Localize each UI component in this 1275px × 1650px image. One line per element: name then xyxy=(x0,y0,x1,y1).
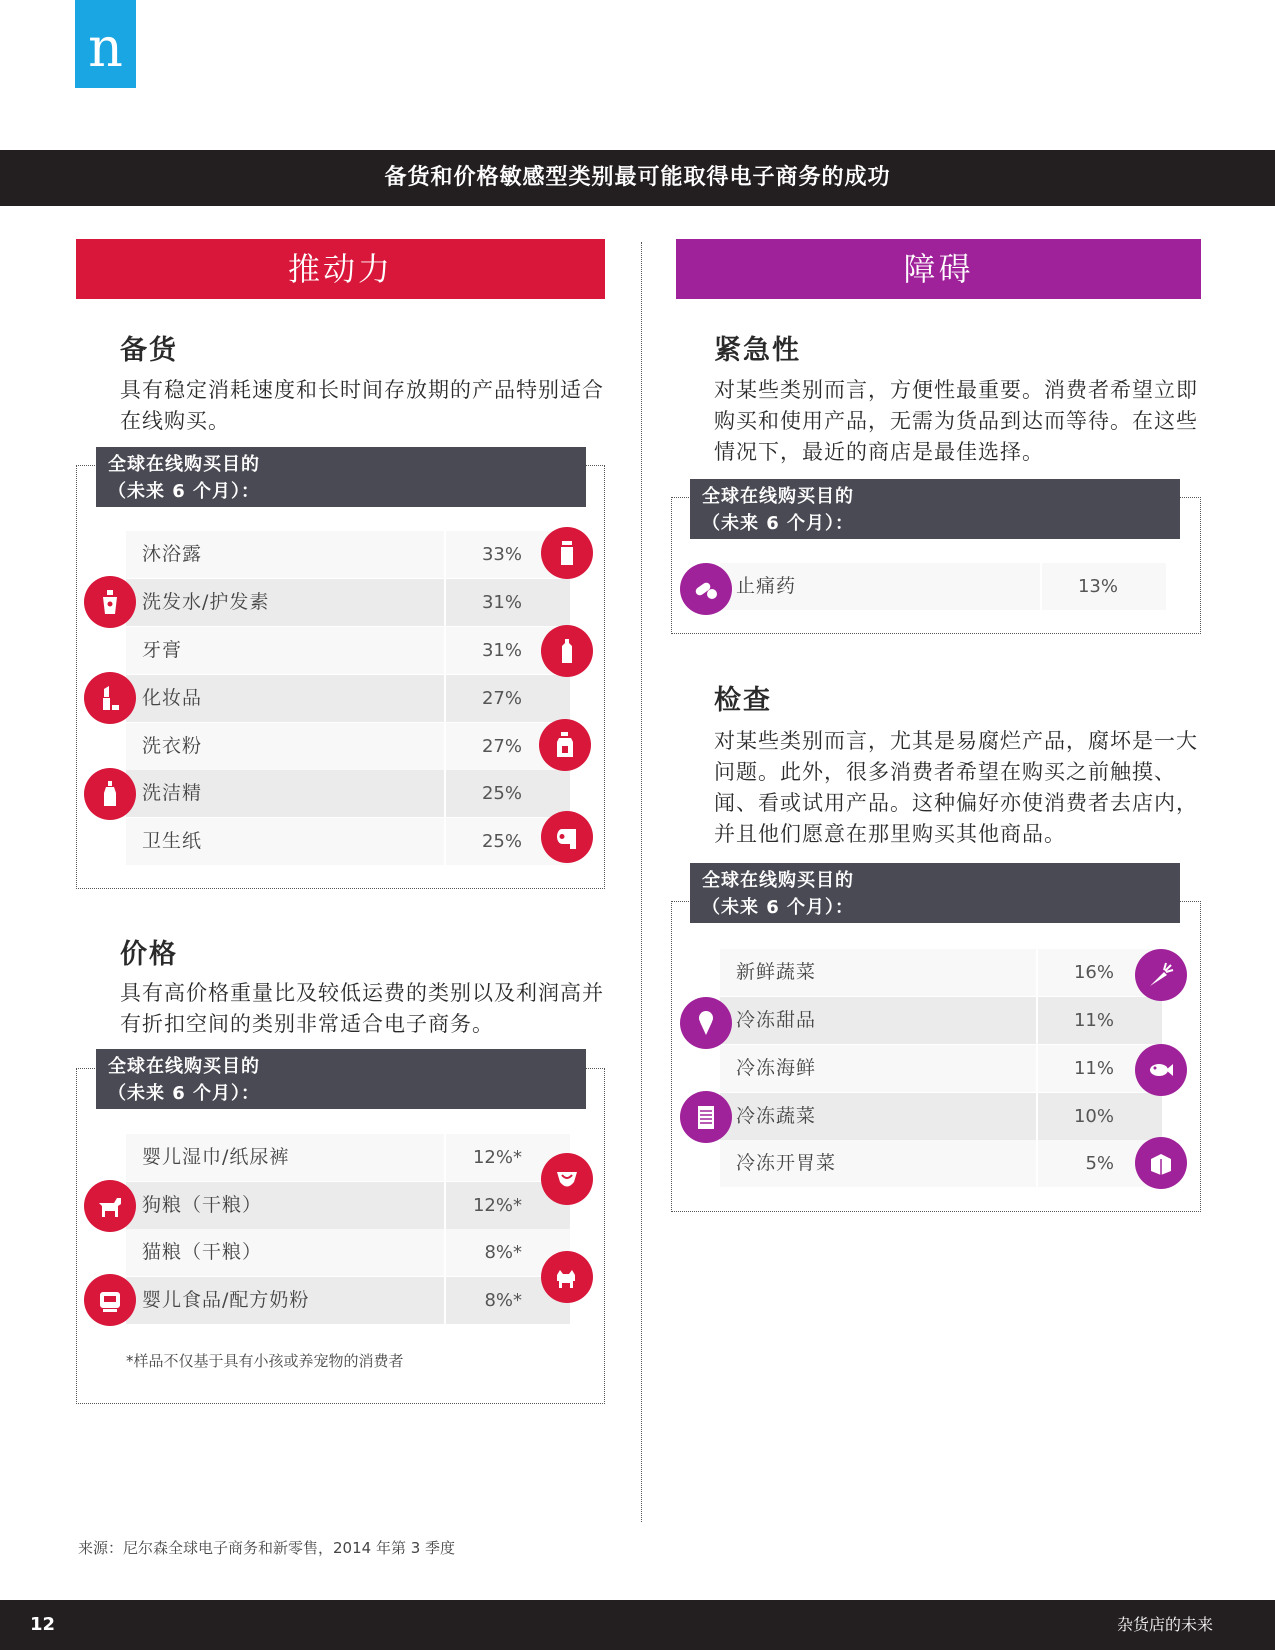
row-pct: 25% xyxy=(444,818,570,865)
row-label: 牙膏 xyxy=(142,639,183,661)
table-row xyxy=(126,723,570,770)
sample-note: *样品不仅基于具有小孩或养宠物的消费者 xyxy=(126,1352,404,1370)
box-title-line1: 全球在线购买目的 xyxy=(702,486,854,507)
detergent-icon xyxy=(539,719,591,771)
baby-food-icon xyxy=(84,1274,136,1326)
row-pct: 11% xyxy=(1036,997,1162,1044)
drivers-header: 推动力 xyxy=(76,239,605,299)
row-pct: 13% xyxy=(1040,563,1166,610)
toothpaste-icon xyxy=(541,625,593,677)
row-label: 冷冻蔬菜 xyxy=(736,1105,817,1127)
fish-icon xyxy=(1135,1044,1187,1096)
row-pct: 16% xyxy=(1036,949,1162,996)
row-label: 洗洁精 xyxy=(142,782,203,804)
box-title-line2: （未来 6 个月）： xyxy=(108,1083,261,1104)
shampoo-icon xyxy=(84,576,136,628)
toilet-paper-icon xyxy=(541,811,593,863)
table-row xyxy=(720,563,1166,610)
diaper-icon xyxy=(541,1153,593,1205)
row-pct: 10% xyxy=(1036,1093,1162,1140)
row-label: 沐浴露 xyxy=(142,543,203,565)
table-row xyxy=(126,627,570,674)
box-title-line2: （未来 6 个月）： xyxy=(702,897,855,918)
dog-icon xyxy=(84,1180,136,1232)
row-pct: 33% xyxy=(444,531,570,578)
table-row xyxy=(126,770,570,817)
row-label: 洗衣粉 xyxy=(142,735,203,757)
row-pct: 11% xyxy=(1036,1045,1162,1092)
row-label: 婴儿湿巾/纸尿裤 xyxy=(142,1146,290,1168)
lipstick-icon xyxy=(84,672,136,724)
row-label: 冷冻开胃菜 xyxy=(736,1152,837,1174)
box-title-line1: 全球在线购买目的 xyxy=(702,870,854,891)
barriers-header: 障碍 xyxy=(676,239,1201,299)
cat-icon xyxy=(541,1251,593,1303)
carrot-icon xyxy=(1135,949,1187,1001)
table-row xyxy=(720,1045,1162,1092)
inspection-box-title xyxy=(690,863,1180,923)
box-icon xyxy=(1135,1137,1187,1189)
row-pct: 31% xyxy=(444,627,570,674)
stockup-body: 具有稳定消耗速度和长时间存放期的产品特别适合在线购买。 xyxy=(120,378,604,433)
page-footer xyxy=(0,1600,1275,1650)
urgency-body: 对某些类别而言，方便性最重要。消费者希望立即购买和使用产品，无需为货品到达而等待。在这些情况下，最近的商店是最佳选择。 xyxy=(714,378,1198,464)
row-pct: 12%* xyxy=(444,1134,570,1181)
row-label: 卫生纸 xyxy=(142,830,203,852)
box-title-line1: 全球在线购买目的 xyxy=(108,454,260,475)
table-row xyxy=(126,1277,570,1324)
price-title: 价格 xyxy=(120,939,178,970)
table-row xyxy=(126,1134,570,1181)
row-label: 冷冻甜品 xyxy=(736,1009,817,1031)
table-row xyxy=(126,818,570,865)
row-pct: 25% xyxy=(444,770,570,817)
ice-cream-icon xyxy=(680,997,732,1049)
row-label: 猫粮（干粮） xyxy=(142,1241,263,1263)
table-row xyxy=(720,1140,1162,1187)
row-pct: 12%* xyxy=(444,1182,570,1229)
row-pct: 5% xyxy=(1036,1140,1162,1187)
inspection-body: 对某些类别而言，尤其是易腐烂产品，腐坏是一大问题。此外，很多消费者希望在购买之前触摸、闻、看或试用产品。这种偏好亦使消费者去店内，并且他们愿意在那里购买其他商品。 xyxy=(714,729,1198,846)
row-label: 新鲜蔬菜 xyxy=(736,961,817,983)
dish-soap-icon xyxy=(84,768,136,820)
urgency-title: 紧急性 xyxy=(714,335,801,366)
body-wash-icon xyxy=(541,527,593,579)
table-row xyxy=(126,1182,570,1229)
pill-icon xyxy=(680,563,732,615)
table-row xyxy=(126,675,570,722)
nielsen-logo xyxy=(75,0,136,88)
row-pct: 27% xyxy=(444,675,570,722)
price-body: 具有高价格重量比及较低运费的类别以及利润高并有折扣空间的类别非常适合电子商务。 xyxy=(120,981,604,1036)
row-label: 止痛药 xyxy=(736,575,797,597)
table-row xyxy=(720,949,1162,996)
box-title-line2: （未来 6 个月）： xyxy=(702,513,855,534)
row-pct: 27% xyxy=(444,723,570,770)
table-row xyxy=(126,531,570,578)
row-label: 婴儿食品/配方奶粉 xyxy=(142,1289,310,1311)
stockup-box-title xyxy=(96,447,586,507)
table-row xyxy=(126,1229,570,1276)
logo-letter: n xyxy=(88,16,123,79)
page-number: 12 xyxy=(30,1614,56,1635)
price-box-title xyxy=(96,1049,586,1109)
page-banner: 备货和价格敏感型类别最可能取得电子商务的成功 xyxy=(0,150,1275,206)
row-pct: 8%* xyxy=(444,1229,570,1276)
box-title-line1: 全球在线购买目的 xyxy=(108,1056,260,1077)
box-title-line2: （未来 6 个月）： xyxy=(108,481,261,502)
row-label: 洗发水/护发素 xyxy=(142,591,270,613)
row-label: 狗粮（干粮） xyxy=(142,1194,263,1216)
row-pct: 8%* xyxy=(444,1277,570,1324)
column-divider xyxy=(641,242,642,1522)
table-row xyxy=(720,997,1162,1044)
stockup-title: 备货 xyxy=(120,335,178,366)
row-label: 冷冻海鲜 xyxy=(736,1057,817,1079)
footer-title: 杂货店的未来 xyxy=(1116,1615,1213,1634)
freezer-icon xyxy=(680,1091,732,1143)
row-label: 化妆品 xyxy=(142,687,203,709)
row-pct: 31% xyxy=(444,579,570,626)
inspection-title: 检查 xyxy=(714,685,772,716)
source-note: 来源：尼尔森全球电子商务和新零售，2014 年第 3 季度 xyxy=(78,1539,456,1557)
table-row xyxy=(720,1093,1162,1140)
table-row xyxy=(126,579,570,626)
urgency-box-title xyxy=(690,479,1180,539)
